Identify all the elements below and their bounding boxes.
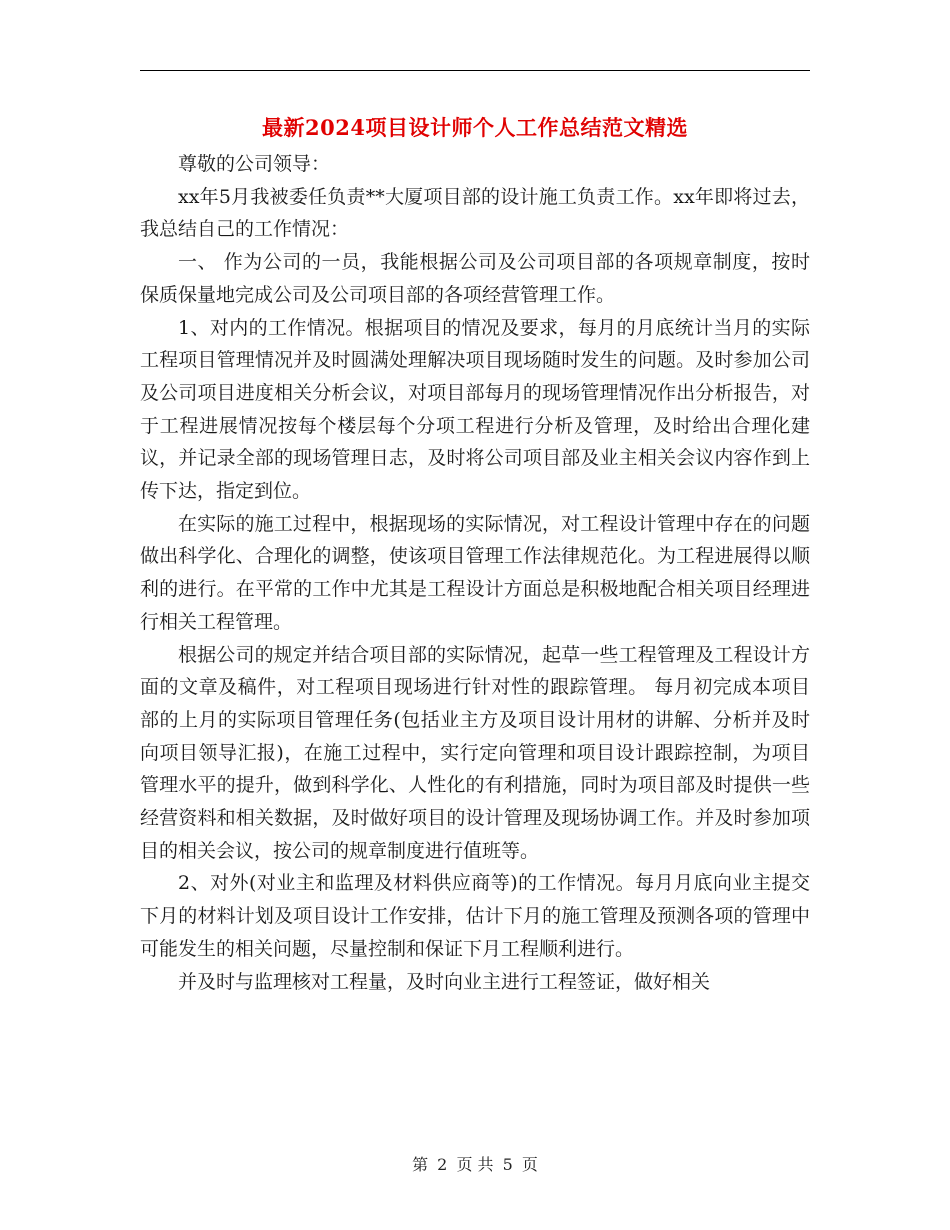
document-title: 最新2024项目设计师个人工作总结范文精选 [262, 115, 688, 140]
header-rule [140, 70, 810, 71]
salutation-paragraph: 尊敬的公司领导： [178, 153, 331, 175]
page-label-prefix: 第 [412, 1155, 429, 1174]
body-paragraph: xx年5月我被委任负责**大厦项目部的设计施工负责工作。xx年即将过去，我总结自己的工作情况： [140, 185, 810, 241]
page-label-mid: 页 共 [456, 1155, 494, 1174]
page-footer [0, 1152, 950, 1175]
total-pages-number: 5 [502, 1155, 513, 1174]
body-paragraph: 1、对内的工作情况。根据项目的情况及要求，每月的月底统计当月的实际工程项目管理情况并及时圆满处理解决项目现场随时发生的问题。及时参加公司及公司项目进度相关分析会议，对项目部每月的现场管理情况作出分析报告，对于工程进展情况按每个楼层每个分项工程进行分析及管理，及时给出合理化建议，并记录全部的现场管理日志，及时将公司项目部及业主相关会议内容作到上传下达，指定到位。 [140, 316, 810, 503]
body-paragraph: 根据公司的规定并结合项目部的实际情况，起草一些工程管理及工程设计方面的文章及稿件，对工程项目现场进行针对性的跟踪管理。 每月初完成本项目部的上月的实际项目管理任务(包括业主方及项目设计用材的讲解、分析并及时向项目领导汇报)，在施工过程中，实行定向管理和项目设计跟踪控制，为项目管理水平的提升，做到科学化、人性化的有利措施，同时为项目部及时提供一些经营资料和相关数据，及时做好项目的设计管理及现场协调工作。并及时参加项目的相关会议，按公司的规章制度进行值班等。 [140, 643, 810, 862]
document-body [140, 148, 810, 998]
body-paragraph: 在实际的施工过程中，根据现场的实际情况，对工程设计管理中存在的问题做出科学化、合理化的调整，使该项目管理工作法律规范化。为工程进展得以顺利的进行。在平常的工作中尤其是工程设计方面总是积极地配合相关项目经理进行相关工程管理。 [140, 512, 810, 633]
body-paragraph: 一、 作为公司的一员，我能根据公司及公司项目部的各项规章制度，按时保质保量地完成公司及公司项目部的各项经营管理工作。 [140, 251, 810, 306]
current-page-number: 2 [437, 1155, 448, 1174]
body-paragraph: 并及时与监理核对工程量，及时向业主进行工程签证，做好相关 [178, 970, 711, 993]
body-paragraph: 2、对外(对业主和监理及材料供应商等)的工作情况。每月月底向业主提交下月的材料计划及项目设计工作安排，估计下月的施工管理及预测各项的管理中可能发生的相关问题，尽量控制和保证下月工程顺利进行。 [140, 872, 810, 960]
page-label-suffix: 页 [521, 1155, 538, 1174]
